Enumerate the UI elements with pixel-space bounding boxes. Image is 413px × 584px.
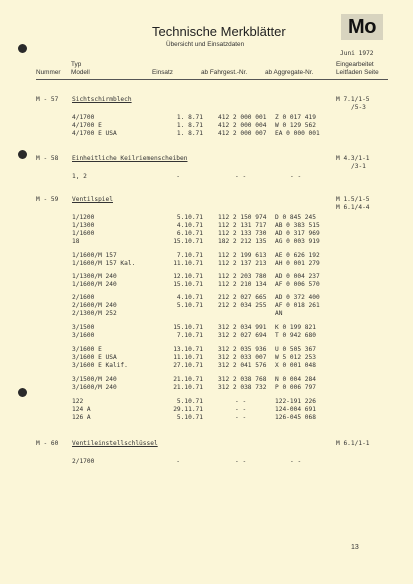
- cell-aggregate: K 0 199 821: [275, 324, 316, 331]
- cell-aggregate: AD 0 317 969: [275, 230, 320, 237]
- cell-fahrgestell: 412 2 000 007: [218, 130, 267, 137]
- cell-model: 3/1600: [72, 332, 95, 339]
- cell-aggregate: EA 0 000 001: [275, 130, 320, 137]
- section-ref: M 4.3/1-1: [336, 155, 370, 162]
- cell-model: 122: [72, 398, 84, 405]
- cell-aggregate: - -: [290, 458, 302, 465]
- cell-aggregate: P 0 006 797: [275, 384, 316, 391]
- cell-aggregate: AD 0 372 400: [275, 294, 320, 301]
- section-code: M - 58: [36, 155, 59, 162]
- table-row: [0, 294, 413, 301]
- column-header-typ: Typ: [71, 61, 82, 68]
- section-ref: M 7.1/1-5: [336, 96, 370, 103]
- cell-einsatz: 12.10.71: [173, 273, 203, 280]
- cell-fahrgestell: 112 2 150 974: [218, 214, 267, 221]
- cell-fahrgestell: 412 2 000 001: [218, 114, 267, 121]
- cell-model: 1, 2: [72, 173, 87, 180]
- cell-fahrgestell: 312 2 041 576: [218, 362, 267, 369]
- cell-model: 4/1700 E USA: [72, 130, 117, 137]
- cell-einsatz: 7.10.71: [176, 252, 203, 259]
- cell-einsatz: 1. 8.71: [176, 114, 203, 121]
- section-title: Einheitliche Keilriemenscheiben: [72, 155, 188, 162]
- cell-aggregate: AE 0 626 192: [275, 252, 320, 259]
- cell-aggregate: AF 0 018 261: [275, 302, 320, 309]
- cell-aggregate: AD 0 004 237: [275, 273, 320, 280]
- cell-model: 1/1600/M 157 Kal.: [72, 260, 136, 267]
- cell-fahrgestell: - -: [235, 406, 247, 413]
- cell-model: 3/1600 E Kalif.: [72, 362, 128, 369]
- cell-einsatz: 15.10.71: [173, 324, 203, 331]
- cell-model: 2/1600: [72, 294, 95, 301]
- cell-einsatz: 21.10.71: [173, 376, 203, 383]
- cell-einsatz: 5.10.71: [176, 398, 203, 405]
- brand-logo: Mo: [341, 14, 383, 40]
- cell-model: 1/1200: [72, 214, 95, 221]
- column-header-aggregate: ab Aggregate-Nr.: [265, 69, 314, 76]
- cell-fahrgestell: 312 2 033 007: [218, 354, 267, 361]
- table-row: [0, 414, 413, 421]
- section-title: Sichtschirmblech: [72, 96, 132, 103]
- date-stamp: Juni 1972: [340, 50, 374, 57]
- cell-aggregate: AG 0 003 919: [275, 238, 320, 245]
- table-row: [0, 252, 413, 259]
- cell-einsatz: 5.10.71: [176, 302, 203, 309]
- table-row: [0, 406, 413, 413]
- table-row: [0, 238, 413, 245]
- column-header-leitfaden: Leitfaden Seite: [336, 69, 379, 76]
- cell-fahrgestell: 182 2 212 135: [218, 238, 267, 245]
- column-header-nummer: Nummer: [36, 69, 61, 76]
- table-row: [0, 310, 413, 317]
- document-subtitle: Übersicht und Einsatzdaten: [166, 41, 245, 48]
- cell-fahrgestell: 312 2 038 732: [218, 384, 267, 391]
- cell-einsatz: 11.10.71: [173, 260, 203, 267]
- table-row: [0, 173, 413, 180]
- page-number: 13: [351, 544, 359, 551]
- cell-model: 2/1300/M 252: [72, 310, 117, 317]
- cell-model: 1/1300/M 240: [72, 273, 117, 280]
- table-row: [0, 376, 413, 383]
- cell-aggregate: T 0 942 680: [275, 332, 316, 339]
- cell-einsatz: 7.10.71: [176, 332, 203, 339]
- cell-fahrgestell: - -: [235, 414, 247, 421]
- section-ref: /5-3: [351, 104, 366, 111]
- cell-fahrgestell: 412 2 000 004: [218, 122, 267, 129]
- cell-fahrgestell: - -: [235, 173, 247, 180]
- cell-fahrgestell: 112 2 137 213: [218, 260, 267, 267]
- table-row: [0, 398, 413, 405]
- section-ref: /3-1: [351, 163, 366, 170]
- section-ref: M 6.1/1-1: [336, 440, 370, 447]
- cell-einsatz: 15.10.71: [173, 238, 203, 245]
- cell-einsatz: 27.10.71: [173, 362, 203, 369]
- table-row: [0, 384, 413, 391]
- cell-aggregate: 124-004 691: [275, 406, 316, 413]
- cell-model: 1/1600/M 157: [72, 252, 117, 259]
- cell-einsatz: 11.10.71: [173, 354, 203, 361]
- table-row: [0, 362, 413, 369]
- cell-model: 1/1300: [72, 222, 95, 229]
- column-header-einsatz: Einsatz: [152, 69, 173, 76]
- cell-fahrgestell: 112 2 210 134: [218, 281, 267, 288]
- punch-hole-top: [18, 44, 27, 53]
- table-row: [0, 260, 413, 267]
- table-row: [0, 332, 413, 339]
- section-code: M - 57: [36, 96, 59, 103]
- cell-model: 3/1500/M 240: [72, 376, 117, 383]
- cell-einsatz: 4.10.71: [176, 222, 203, 229]
- cell-aggregate: AN: [275, 310, 283, 317]
- table-row: [0, 302, 413, 309]
- cell-aggregate: X 0 001 048: [275, 362, 316, 369]
- cell-model: 3/1600 E USA: [72, 354, 117, 361]
- cell-einsatz: 5.10.71: [176, 214, 203, 221]
- cell-model: 2/1700: [72, 458, 95, 465]
- cell-model: 3/1600 E: [72, 346, 102, 353]
- cell-einsatz: 1. 8.71: [176, 130, 203, 137]
- cell-aggregate: Z 0 017 419: [275, 114, 316, 121]
- cell-model: 2/1600/M 240: [72, 302, 117, 309]
- table-row: [0, 130, 413, 137]
- cell-fahrgestell: 212 2 027 665: [218, 294, 267, 301]
- header-rule: [36, 79, 388, 80]
- section-title: Ventilspiel: [72, 196, 113, 203]
- column-header-eingearbeitet: Eingearbeitet: [336, 61, 374, 68]
- column-header-fahrgestell: ab Fahrgest.-Nr.: [201, 69, 248, 76]
- cell-fahrgestell: 112 2 203 780: [218, 273, 267, 280]
- cell-model: 4/1700: [72, 114, 95, 121]
- punch-hole-middle: [18, 150, 27, 159]
- table-row: [0, 354, 413, 361]
- cell-einsatz: -: [176, 173, 180, 180]
- cell-aggregate: U 0 505 367: [275, 346, 316, 353]
- column-header-modell: Modell: [71, 69, 90, 76]
- section-code: M - 60: [36, 440, 59, 447]
- cell-einsatz: 5.10.71: [176, 414, 203, 421]
- section-ref: M 6.1/4-4: [336, 204, 370, 211]
- cell-einsatz: 4.10.71: [176, 294, 203, 301]
- cell-fahrgestell: 312 2 035 936: [218, 346, 267, 353]
- cell-aggregate: - -: [290, 173, 302, 180]
- cell-aggregate: W 5 012 253: [275, 354, 316, 361]
- cell-einsatz: 13.10.71: [173, 346, 203, 353]
- cell-aggregate: 122-191 226: [275, 398, 316, 405]
- cell-aggregate: AB 0 383 515: [275, 222, 320, 229]
- cell-fahrgestell: 112 2 199 613: [218, 252, 267, 259]
- cell-model: 126 A: [72, 414, 91, 421]
- table-row: [0, 346, 413, 353]
- table-row: [0, 214, 413, 221]
- cell-model: 1/1600: [72, 230, 95, 237]
- section-title: Ventileinstellschlüssel: [72, 440, 158, 447]
- table-row: [0, 230, 413, 237]
- cell-model: 3/1600/M 240: [72, 384, 117, 391]
- table-row: [0, 122, 413, 129]
- cell-fahrgestell: 112 2 131 717: [218, 222, 267, 229]
- cell-model: 18: [72, 238, 80, 245]
- table-row: [0, 114, 413, 121]
- table-row: [0, 281, 413, 288]
- section-code: M - 59: [36, 196, 59, 203]
- cell-fahrgestell: 212 2 034 255: [218, 302, 267, 309]
- cell-einsatz: 21.10.71: [173, 384, 203, 391]
- table-row: [0, 273, 413, 280]
- cell-model: 124 A: [72, 406, 91, 413]
- cell-fahrgestell: 312 2 038 768: [218, 376, 267, 383]
- cell-aggregate: D 0 845 245: [275, 214, 316, 221]
- cell-einsatz: 29.11.71: [173, 406, 203, 413]
- cell-fahrgestell: - -: [235, 458, 247, 465]
- cell-einsatz: 1. 8.71: [176, 122, 203, 129]
- cell-model: 3/1500: [72, 324, 95, 331]
- cell-aggregate: W 0 129 562: [275, 122, 316, 129]
- cell-aggregate: N 0 004 284: [275, 376, 316, 383]
- cell-fahrgestell: 312 2 034 991: [218, 324, 267, 331]
- cell-aggregate: AF 0 006 570: [275, 281, 320, 288]
- table-row: [0, 324, 413, 331]
- table-row: [0, 458, 413, 465]
- cell-model: 1/1600/M 240: [72, 281, 117, 288]
- cell-einsatz: 15.10.71: [173, 281, 203, 288]
- table-row: [0, 222, 413, 229]
- cell-aggregate: 126-045 068: [275, 414, 316, 421]
- section-ref: M 1.5/1-5: [336, 196, 370, 203]
- cell-fahrgestell: - -: [235, 398, 247, 405]
- cell-fahrgestell: 112 2 133 730: [218, 230, 267, 237]
- cell-fahrgestell: 312 2 027 694: [218, 332, 267, 339]
- document-title: Technische Merkblätter: [152, 24, 286, 39]
- cell-einsatz: 6.10.71: [176, 230, 203, 237]
- cell-einsatz: -: [176, 458, 180, 465]
- cell-aggregate: AH 0 001 279: [275, 260, 320, 267]
- cell-model: 4/1700 E: [72, 122, 102, 129]
